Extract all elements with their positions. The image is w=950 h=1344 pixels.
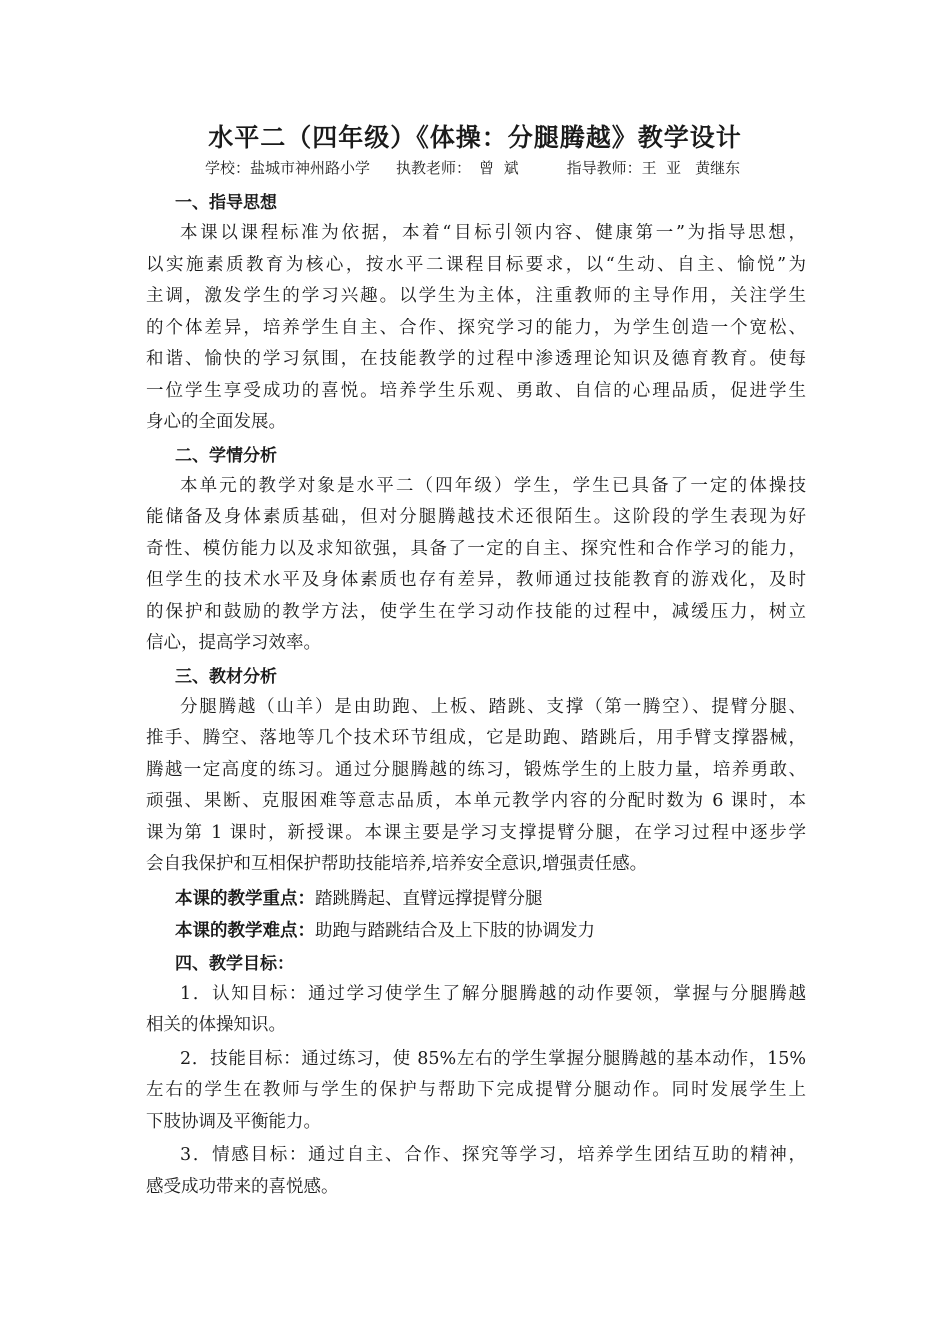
text-line: 感受成功带来的喜悦感。 — [146, 1176, 339, 1197]
text-line: 的保护和鼓励的教学方法，使学生在学习动作技能的过程中，减缓压力，树立 — [146, 601, 806, 622]
school-name: 盐城市神州路小学 — [250, 159, 371, 177]
text-line: 身心的全面发展。 — [146, 412, 286, 432]
section-heading: 二、学情分析 — [175, 445, 277, 466]
teaching-difficulty — [146, 915, 806, 947]
school-label: 学校： — [205, 159, 251, 177]
text-line: 但学生的技术水平及身体素质也存有差异，教师通过技能教育的游戏化，及时 — [146, 570, 806, 590]
text-line: 本单元的教学对象是水平二（四年级）学生，学生已具备了一定的体操技 — [180, 475, 806, 496]
section-heading: 四、教学目标： — [175, 953, 294, 974]
text-line: 本课以课程标准为依据，本着“目标引领内容、健康第一”为指导思想， — [180, 223, 806, 243]
goal-affective — [146, 1140, 806, 1203]
text-line: 1．认知目标：通过学习使学生了解分腿腾越的动作要领，掌握与分腿腾越 — [180, 983, 806, 1004]
key-point-label: 本课的教学重点： — [175, 888, 315, 909]
section-paragraph — [146, 692, 806, 881]
section-paragraph — [146, 471, 806, 660]
goal-skill — [146, 1044, 806, 1139]
text-line: 腾越一定高度的练习。通过分腿腾越的练习，锻炼学生的上肢力量，培养勇敢、 — [146, 759, 806, 780]
section-paragraph — [146, 218, 806, 439]
advisor-name-1: 王 亚 — [641, 159, 682, 177]
teaching-key-point — [146, 883, 806, 915]
text-line: 相关的体操知识。 — [146, 1015, 286, 1035]
text-line: 一位学生享受成功的喜悦。培养学生乐观、勇敢、自信的心理品质，促进学生 — [146, 380, 806, 401]
page-title: 水平二（四年级）《体操：分腿腾越》教学设计 — [208, 123, 742, 152]
goal-cognitive — [146, 979, 806, 1042]
text-line: 3．情感目标：通过自主、合作、探究等学习，培养学生团结互助的精神， — [180, 1145, 806, 1165]
advisor-name-2: 黄继东 — [695, 159, 741, 177]
document-body — [146, 186, 806, 1205]
text-line: 会自我保护和互相保护帮助技能培养,培养安全意识,增强责任感。 — [146, 854, 648, 874]
text-line: 顽强、果断、克服困难等意志品质，本单元教学内容的分配时数为 6 课时，本 — [146, 791, 806, 811]
advisor-label: 指导教师： — [566, 159, 642, 177]
text-line: 2．技能目标：通过练习，使 85%左右的学生掌握分腿腾越的基本动作，15% — [180, 1048, 806, 1069]
text-line: 以实施素质教育为核心，按水平二课程目标要求，以“生动、自主、愉悦”为 — [146, 254, 806, 275]
text-line: 信心，提高学习效率。 — [146, 633, 321, 653]
text-line: 左右的学生在教师与学生的保护与帮助下完成提臂分腿动作。同时发展学生上 — [146, 1080, 806, 1100]
teacher-label: 执教老师： — [396, 159, 472, 177]
text-line: 分腿腾越（山羊）是由助跑、上板、踏跳、支撑（第一腾空）、提臂分腿、 — [180, 696, 806, 717]
key-point-text: 踏跳腾起、直臂远撑提臂分腿 — [315, 888, 543, 909]
text-line: 推手、腾空、落地等几个技术环节组成，它是助跑、踏跳后，用手臂支撑器械， — [146, 728, 806, 748]
author-info — [205, 157, 825, 178]
text-line: 课为第 1 课时，新授课。本课主要是学习支撑提臂分腿，在学习过程中逐步学 — [146, 822, 806, 843]
text-line: 主调，激发学生的学习兴趣。以学生为主体，注重教师的主导作用，关注学生 — [146, 286, 806, 306]
text-line: 能储备及身体素质基础，但对分腿腾越技术还很陌生。这阶段的学生表现为好 — [146, 507, 806, 527]
difficulty-label: 本课的教学难点： — [175, 920, 315, 941]
text-line: 奇性、模仿能力以及求知欲强，具备了一定的自主、探究性和合作学习的能力， — [146, 538, 806, 559]
difficulty-text: 助跑与踏跳结合及上下肢的协调发力 — [315, 920, 595, 941]
text-line: 下肢协调及平衡能力。 — [146, 1111, 321, 1132]
text-line: 和谐、愉快的学习氛围，在技能教学的过程中渗透理论知识及德育教育。使每 — [146, 349, 806, 369]
section-heading: 三、教材分析 — [175, 666, 277, 687]
teacher-name: 曾 斌 — [479, 159, 519, 177]
text-line: 的个体差异，培养学生自主、合作、探究学习的能力，为学生创造一个宽松、 — [146, 317, 806, 338]
section-heading: 一、指导思想 — [175, 193, 277, 213]
